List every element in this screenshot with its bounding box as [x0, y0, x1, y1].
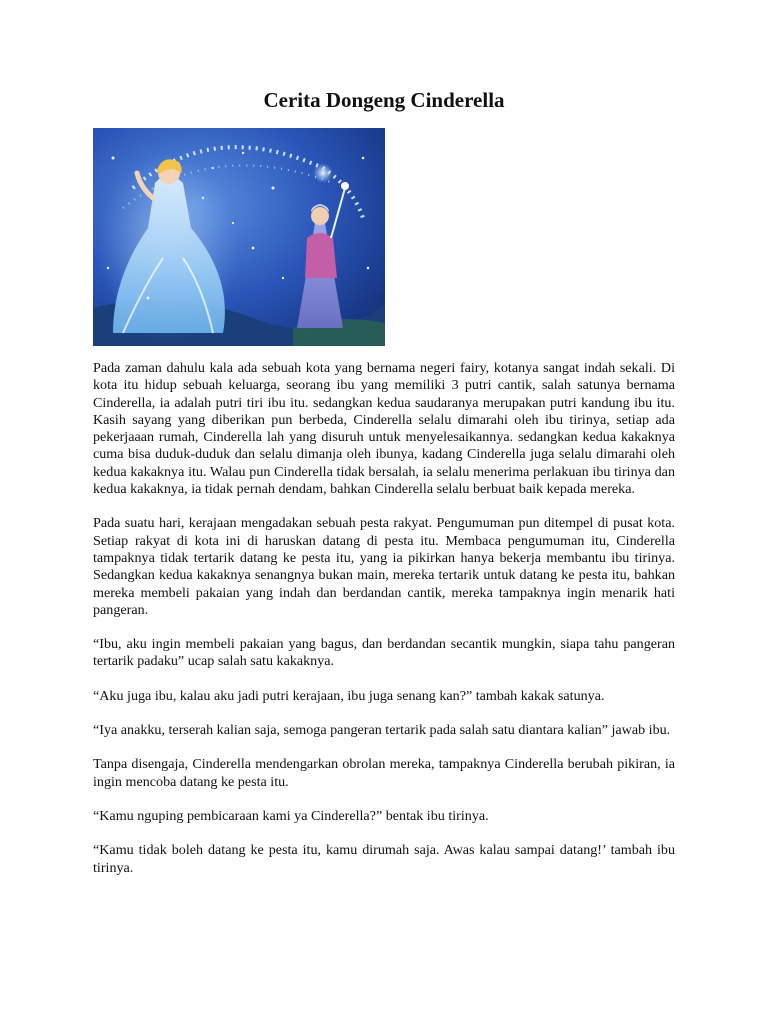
paragraph-intro: Pada zaman dahulu kala ada sebuah kota yang bernama negeri fairy, kotanya sangat indah sekali. Di kota itu hidup sebuah keluarga, seorang ibu yang memiliki 3 putri cantik, salah satunya bernama Cinderella, ia adalah putri tiri ibu itu. sedangkan kedua saudaranya merupakan putri kandung ibu itu. Kasih sayang yang diberikan pun berbeda, Cinderella selalu dimarahi oleh ibu tirinya, setiap ada pekerjaaan rumah, Cinderella lah yang disuruh untuk menyelesaikannya. sedangkan kedua kakaknya cuma bisa duduk-duduk dan selalu dimanja oleh ibunya, kadang Cinderella juga selalu dimarahi oleh kedua kakaknya itu. Walau pun Cinderella tidak bersalah, ia selalu menerima perlakuan ibu tirinya dan kedua kakaknya, ia tidak pernah dendam, bahkan Cinderella selalu berbuat baik kepada mereka. — [93, 360, 675, 498]
dialogue-mother: “Iya anakku, terserah kalian saja, semoga pangeran tertarik pada salah satu diantara kalian” jawab ibu. — [93, 722, 671, 739]
cinderella-illustration — [93, 128, 385, 346]
dialogue-sister-two: “Aku juga ibu, kalau aku jadi putri kerajaan, ibu juga senang kan?” tambah kakak satunya. — [93, 687, 605, 704]
paragraph-cinderella-overhears: Tanpa disengaja, Cinderella mendengarkan obrolan mereka, tampaknya Cinderella berubah pikiran, ia ingin mencoba datang ke pesta itu. — [93, 756, 675, 790]
page-title: Cerita Dongeng Cinderella — [263, 88, 505, 112]
story-body — [93, 360, 675, 894]
paragraph-festival: Pada suatu hari, kerajaan mengadakan sebuah pesta rakyat. Pengumuman pun ditempel di pusat kota. Setiap rakyat di kota ini di haruskan datang di pesta itu. Membaca pengumuman itu, Cinderella tampaknya tidak tertarik datang ke pesta itu, yang ia pikirkan hanya bekerja membantu ibu tirinya. Sedangkan kedua kakaknya senangnya bukan main, mereka tertarik untuk datang ke pesta itu, bahkan mereka membeli pakaian yang indah dan berdandan cantik, mereka tampaknya ingin menarik hati pangeran. — [93, 515, 675, 618]
dialogue-sister-one: “Ibu, aku ingin membeli pakaian yang bagus, dan berdandan secantik mungkin, siapa tahu pangeran tertarik padaku” ucap salah satu kakaknya. — [93, 636, 675, 670]
dialogue-stepmother-two: “Kamu tidak boleh datang ke pesta itu, kamu dirumah saja. Awas kalau sampai datang!’ tambah ibu tirinya. — [93, 842, 675, 876]
dialogue-stepmother-one: “Kamu nguping pembicaraan kami ya Cinderella?” bentak ibu tirinya. — [93, 807, 489, 824]
